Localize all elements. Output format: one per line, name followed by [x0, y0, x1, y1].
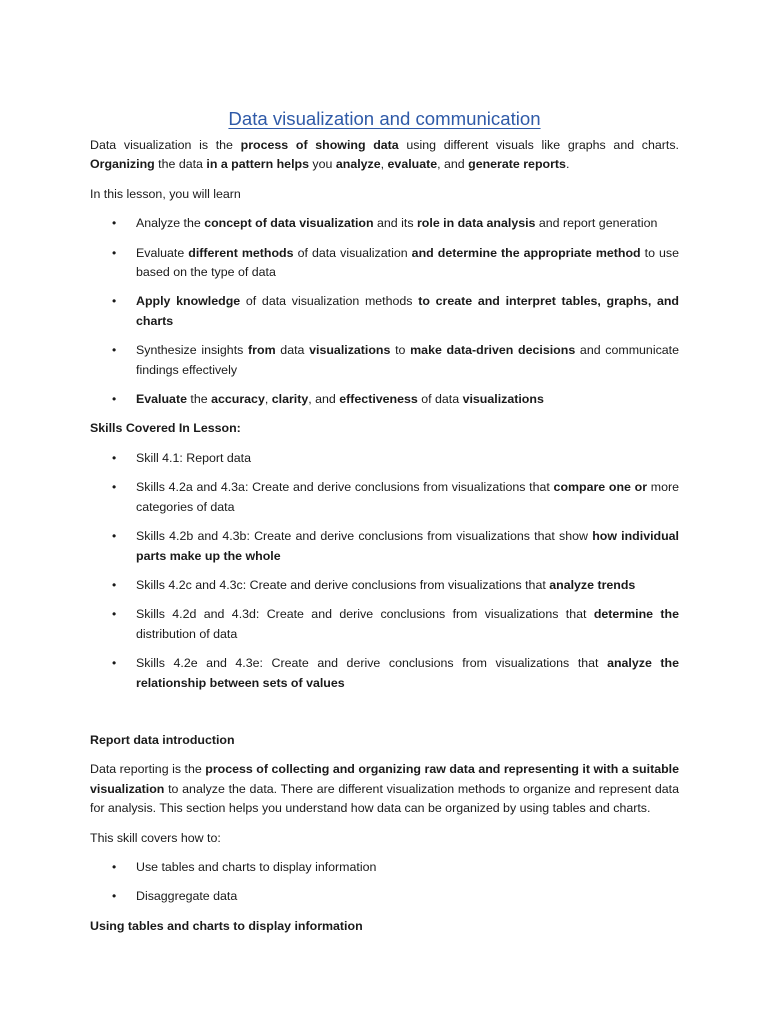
bullet-icon: •: [112, 577, 117, 592]
lesson-lead: In this lesson, you will learn: [90, 186, 241, 201]
report-paragraph: Data reporting is the process of collecting and organizing raw data and representing it with a suitable visualization to analyze the data. There are different visualization methods to organize and represent data for analysis. This section helps you understand how data can be organized by using tables and charts.: [90, 762, 679, 816]
list-item: • Disaggregate data: [90, 887, 679, 906]
list-item: • Skills 4.2a and 4.3a: Create and derive conclusions from visualizations that compare one or more categories of data: [112, 480, 679, 514]
list-item: • Skill 4.1: Report data: [90, 449, 679, 468]
skills-heading: Skills Covered In Lesson:: [90, 421, 241, 436]
bullet-icon: •: [112, 607, 117, 622]
list-item: • Evaluate the accuracy, clarity, and effectiveness of data visualizations: [90, 390, 679, 409]
list-item: • Analyze the concept of data visualization and its role in data analysis and report generation: [90, 214, 679, 233]
skills-list: [90, 449, 679, 693]
list-item: • Skills 4.2b and 4.3b: Create and derive conclusions from visualizations that show how individual parts make up the whole: [112, 529, 679, 563]
covers-lead: This skill covers how to:: [90, 830, 221, 845]
bullet-icon: •: [112, 529, 117, 544]
section-spacer: [90, 703, 679, 731]
list-item: • Skills 4.2e and 4.3e: Create and derive conclusions from visualizations that analyze the relationship between sets of values: [112, 656, 679, 690]
bullet-icon: •: [112, 859, 117, 874]
last-heading: Using tables and charts to display information: [90, 918, 363, 933]
intro-paragraph: Data visualization is the process of showing data using different visuals like graphs and charts. Organizing the data in a pattern helps you analyze, evaluate, and generate reports.: [90, 138, 679, 172]
covers-list: [90, 858, 679, 907]
list-item: • Skills 4.2d and 4.3d: Create and derive conclusions from visualizations that determine the distribution of data: [112, 607, 680, 641]
bullet-icon: •: [112, 450, 117, 465]
learn-list: [90, 214, 679, 409]
bullet-icon: •: [112, 656, 117, 671]
bullet-icon: •: [112, 216, 117, 231]
bullet-icon: •: [112, 343, 117, 358]
list-item: • Apply knowledge of data visualization methods to create and interpret tables, graphs, and charts: [112, 294, 680, 328]
bullet-icon: •: [112, 294, 117, 309]
list-item: • Evaluate different methods of data visualization and determine the appropriate method to use based on the type of data: [112, 245, 679, 280]
page-title: Data visualization and communication: [228, 108, 541, 129]
list-item: • Use tables and charts to display information: [90, 858, 679, 877]
bullet-icon: •: [112, 392, 117, 407]
list-item: • Synthesize insights from data visualizations to make data-driven decisions and communicate findings effectively: [112, 343, 679, 377]
list-item: • Skills 4.2c and 4.3c: Create and derive conclusions from visualizations that analyze trends: [90, 576, 679, 595]
bullet-icon: •: [112, 889, 117, 904]
report-heading: Report data introduction: [90, 732, 235, 747]
bullet-icon: •: [112, 245, 117, 260]
bullet-icon: •: [112, 480, 117, 495]
